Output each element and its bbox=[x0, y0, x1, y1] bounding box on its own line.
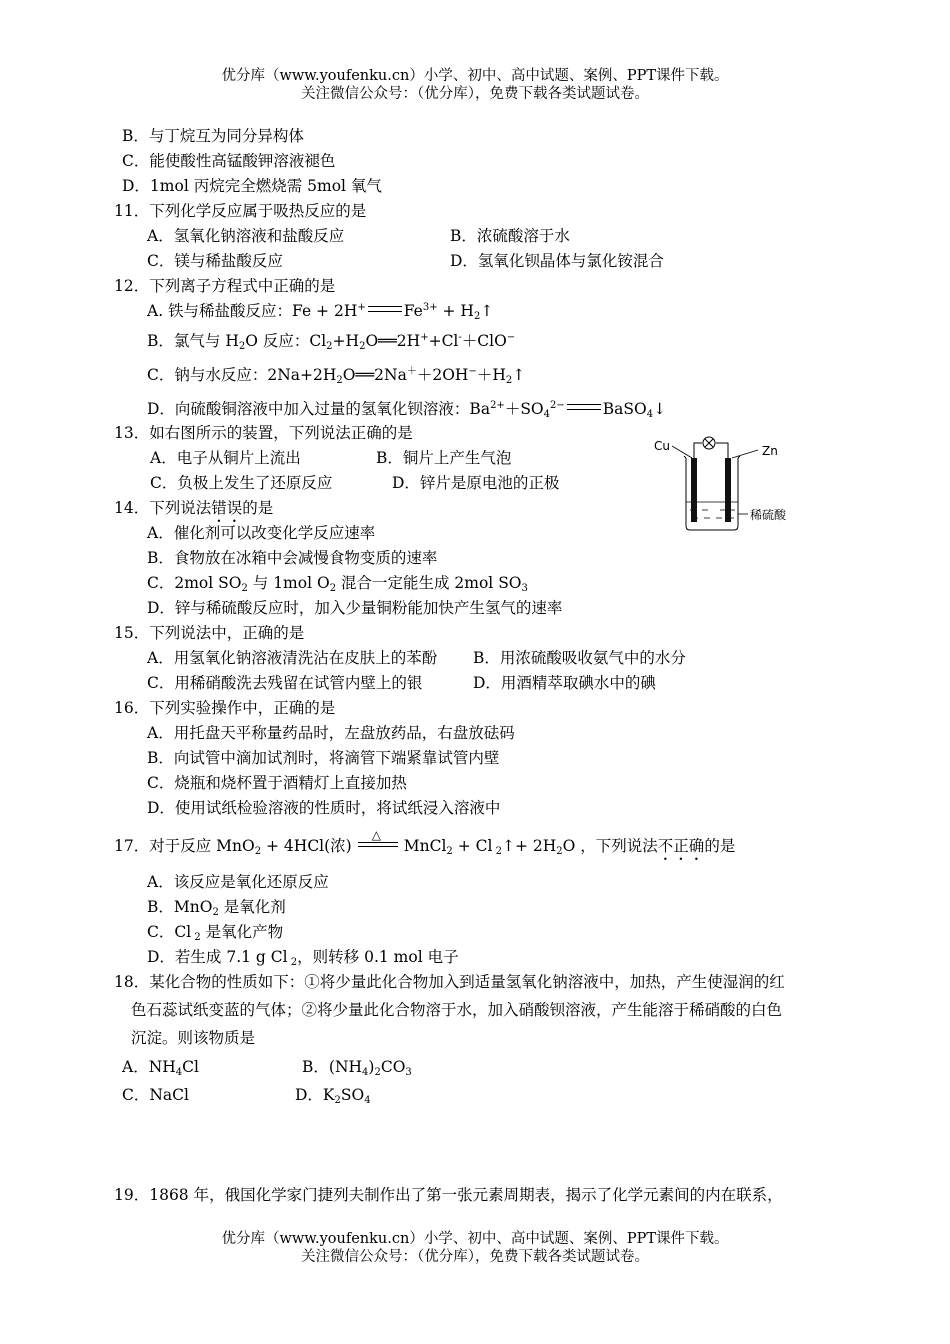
q17-option-c: C．Cl $_2$ 是氧化产物 bbox=[147, 923, 284, 943]
cu-label: Cu bbox=[654, 439, 670, 453]
q12-option-d: D．向硫酸铜溶液中加入过量的氢氧化钡溶液：$Ba^{2+}+SO_4^{2-}$ BaSO$_4$↓ bbox=[147, 400, 667, 420]
q17-option-d: D．若生成 7.1 g Cl $_2$，则转移 0.1 mol 电子 bbox=[147, 948, 459, 968]
heating-equals-sign: △ bbox=[358, 835, 398, 853]
q18-stem-line1: 18．某化合物的性质如下：①将少量此化合物加入到适量氢氧化钠溶液中，加热，产生使湿润的红 bbox=[114, 973, 785, 991]
q12-option-a: A. 铁与稀盐酸反应：Fe + 2H+ $Fe^{3+}$ + $H_2↑$ bbox=[147, 302, 494, 322]
q17-option-b: B．MnO$_2$ 是氧化剂 bbox=[147, 898, 286, 918]
q18-option-b: B．$(NH_4)_2CO_3$ bbox=[302, 1058, 412, 1078]
galvanic-cell-diagram bbox=[650, 432, 800, 534]
q15-option-d: D．用酒精萃取碘水中的碘 bbox=[473, 674, 656, 692]
q11-option-b: B．浓硫酸溶于水 bbox=[450, 227, 570, 245]
copper-electrode bbox=[691, 458, 697, 522]
q13-option-d: D．锌片是原电池的正极 bbox=[392, 474, 560, 492]
q18-stem-line3: 沉淀。则该物质是 bbox=[131, 1029, 256, 1047]
q18-stem-line2: 色石蕊试纸变蓝的气体；②将少量此化合物溶于水，加入硝酸钡溶液，产生能溶于稀硝酸的白色 bbox=[131, 1001, 783, 1019]
q18-option-a: A．$NH_4Cl$ bbox=[122, 1058, 199, 1078]
q18-option-d: D．$K_2SO_4$ bbox=[295, 1086, 371, 1106]
q15-option-a: A．用氢氧化钠溶液清洗沾在皮肤上的苯酚 bbox=[147, 649, 438, 667]
q11-option-c: C．镁与稀盐酸反应 bbox=[147, 252, 283, 270]
q10-option-b: B．与丁烷互为同分异构体 bbox=[122, 127, 304, 145]
q10-option-c: C．能使酸性高锰酸钾溶液褪色 bbox=[122, 152, 336, 170]
q13-option-a: A．电子从铜片上流出 bbox=[150, 449, 301, 467]
q12-option-b: B．氯气与 $H_2O$ 反应：$Cl_2+H_2O══2H^++Cl^-+ClO^-$ bbox=[147, 332, 516, 352]
q10-option-d: D．1mol 丙烷完全燃烧需 5mol 氧气 bbox=[122, 177, 382, 195]
q19-stem-line1: 19．1868 年，俄国化学家门捷列夫制作出了第一张元素周期表，揭示了化学元素间的内在联系， bbox=[114, 1186, 783, 1204]
q14-option-a: A．催化剂可以改变化学反应速率 bbox=[147, 524, 376, 542]
page-header-line1: 优分库（www.youfenku.cn）小学、初中、高中试题、案例、PPT课件下载。 bbox=[221, 68, 729, 84]
q11-stem: 11．下列化学反应属于吸热反应的是 bbox=[114, 202, 367, 220]
q16-option-b: B．向试管中滴加试剂时，将滴管下端紧靠试管内壁 bbox=[147, 749, 500, 767]
solution-label: 稀硫酸 bbox=[750, 508, 787, 522]
q17-option-a: A．该反应是氧化还原反应 bbox=[147, 873, 329, 891]
q12-option-c: C．钠与水反应：$2Na+2H_2O══2Na^++2OH^-+H_2↑$ bbox=[147, 366, 526, 386]
q14-option-d: D．锌与稀硫酸反应时，加入少量铜粉能加快产生氢气的速率 bbox=[147, 599, 563, 617]
q14-option-c: C．2mol $SO_2$ 与 1mol $O_2$ 混合一定能生成 2mol $SO_3$ bbox=[147, 574, 528, 594]
q16-stem: 16．下列实验操作中，正确的是 bbox=[114, 699, 336, 717]
beaker-lip bbox=[684, 456, 740, 458]
q16-option-c: C．烧瓶和烧杯置于酒精灯上直接加热 bbox=[147, 774, 407, 792]
q11-option-a: A．氢氧化钠溶液和盐酸反应 bbox=[147, 227, 345, 245]
cu-lead bbox=[672, 446, 692, 458]
q14-option-b: B．食物放在冰箱中会减慢食物变质的速率 bbox=[147, 549, 438, 567]
q14-stem: 14．下列说法错误的是 bbox=[114, 499, 274, 517]
q16-option-a: A．用托盘天平称量药品时，左盘放药品，右盘放砝码 bbox=[147, 724, 515, 742]
q15-option-b: B．用浓硫酸吸收氨气中的水分 bbox=[473, 649, 686, 667]
q17-stem: 17．对于反应 MnO$_2$ + 4HCl(浓) △ MnCl$_2$ + Cl $_2$↑+ $2H_2O$ ，下列说法不正确的是 bbox=[114, 828, 736, 857]
page-footer-line1: 优分库（www.youfenku.cn）小学、初中、高中试题、案例、PPT课件下载。 bbox=[221, 1231, 729, 1247]
q11-option-d: D．氢氧化钡晶体与氯化铵混合 bbox=[450, 252, 664, 270]
q15-option-c: C．用稀硝酸洗去残留在试管内壁上的银 bbox=[147, 674, 423, 692]
q13-stem: 13．如右图所示的装置，下列说法正确的是 bbox=[114, 424, 413, 442]
zinc-electrode bbox=[725, 458, 731, 522]
zn-lead bbox=[732, 450, 758, 458]
q15-stem: 15．下列说法中，正确的是 bbox=[114, 624, 305, 642]
page-footer-line2: 关注微信公众号：（优分库），免费下载各类试题试卷。 bbox=[301, 1249, 649, 1265]
q18-option-c: C．NaCl bbox=[122, 1086, 189, 1104]
q13-option-c: C．负极上发生了还原反应 bbox=[150, 474, 333, 492]
q16-option-d: D．使用试纸检验溶液的性质时，将试纸浸入溶液中 bbox=[147, 799, 501, 817]
q13-option-b: B．铜片上产生气泡 bbox=[376, 449, 512, 467]
q12-stem: 12．下列离子方程式中正确的是 bbox=[114, 277, 336, 295]
page-header-line2: 关注微信公众号：（优分库），免费下载各类试题试卷。 bbox=[301, 86, 649, 102]
zn-label: Zn bbox=[762, 444, 778, 458]
